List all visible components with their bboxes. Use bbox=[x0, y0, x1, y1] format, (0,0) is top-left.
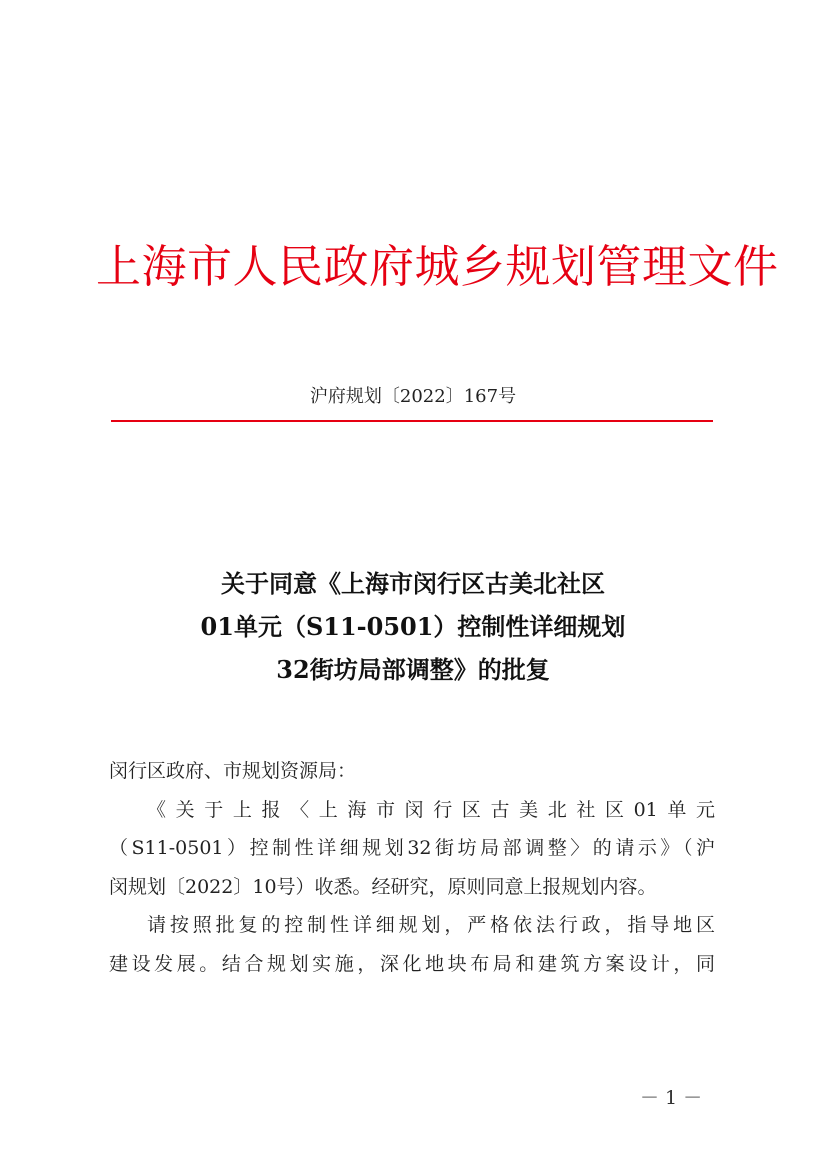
title-line-3: 32街坊局部调整》的批复 bbox=[276, 655, 550, 684]
paragraph-2-line-1: 请按照批复的控制性详细规划，严格依法行政，指导地区 bbox=[147, 914, 715, 936]
addressee: 闵行区政府、市规划资源局： bbox=[109, 760, 357, 782]
paragraph-1 bbox=[109, 791, 715, 907]
page-number: － 1 － bbox=[640, 1087, 703, 1109]
document-number: 沪府规划〔2022〕167号 bbox=[309, 386, 517, 407]
paragraph-2-line-2: 建设发展。结合规划实施，深化地块布局和建筑方案设计，同 bbox=[109, 952, 715, 975]
document-body bbox=[109, 752, 715, 983]
paragraph-1-line-3: 闵规划〔2022〕10号）收悉。经研究，原则同意上报规划内容。 bbox=[109, 875, 657, 898]
paragraph-1-line-1: 《关于上报〈上海市闵行区古美北社区01单元 bbox=[147, 798, 715, 821]
red-divider-line bbox=[111, 420, 713, 422]
paragraph-2 bbox=[109, 906, 715, 983]
paragraph-1-line-2: （S11-0501）控制性详细规划32街坊局部调整〉的请示》（沪 bbox=[109, 837, 715, 859]
title-line-2: 01单元（S11-0501）控制性详细规划 bbox=[200, 612, 626, 641]
document-header-title: 上海市人民政府城乡规划管理文件 bbox=[96, 240, 779, 293]
title-line-1: 关于同意《上海市闵行区古美北社区 bbox=[221, 569, 605, 598]
document-title bbox=[0, 562, 826, 691]
